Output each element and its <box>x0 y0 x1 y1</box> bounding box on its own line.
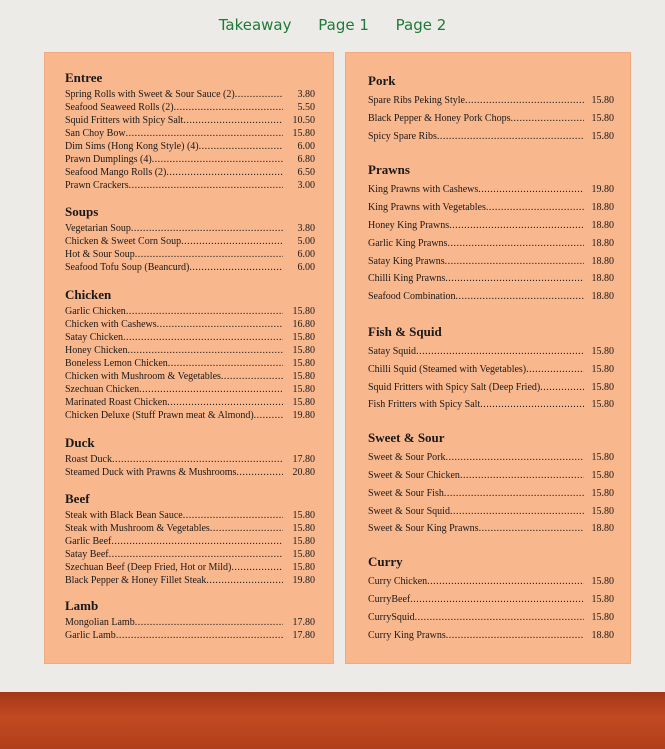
menu-item-price: 16.80 <box>292 319 315 330</box>
menu-item-name: Steamed Duck with Prawns & Mushrooms <box>65 467 237 478</box>
dot-leader <box>445 253 584 271</box>
menu-item-price: 19.80 <box>292 410 315 421</box>
menu-item-name: Honey King Prawns <box>368 219 450 231</box>
menu-item-name: Chilli Squid (Steamed with Vegetables) <box>368 363 527 375</box>
menu-item-name: Chicken with Mushroom & Vegetables <box>65 371 221 382</box>
menu-item-name: Honey Chicken <box>65 345 128 356</box>
menu-item <box>368 270 614 288</box>
menu-item <box>65 535 315 548</box>
menu-item-price: 18.80 <box>591 273 614 285</box>
menu-item-name: King Prawns with Vegetables <box>368 202 486 214</box>
menu-item-price: 15.80 <box>292 371 315 382</box>
dot-leader <box>447 235 584 253</box>
menu-section-pork <box>368 73 614 145</box>
menu-item <box>65 331 315 344</box>
menu-item <box>368 235 614 253</box>
dot-leader <box>511 110 585 128</box>
menu-item-price: 15.80 <box>292 128 315 139</box>
menu-item <box>65 344 315 357</box>
menu-item-price: 10.50 <box>292 115 315 126</box>
dot-leader <box>479 520 584 538</box>
dot-leader <box>109 548 283 561</box>
dot-leader <box>111 535 283 548</box>
menu-item <box>65 305 315 318</box>
menu-item-price: 15.80 <box>292 306 315 317</box>
menu-item-name: Seafood Seaweed Rolls (2) <box>65 102 174 113</box>
menu-item-name: Squid Fritters with Spicy Salt (Deep Fried) <box>368 381 541 393</box>
dot-leader <box>183 509 283 522</box>
menu-item <box>368 609 614 627</box>
menu-item <box>65 548 315 561</box>
menu-item-price: 15.80 <box>292 510 315 521</box>
menu-item <box>65 248 315 261</box>
menu-item <box>65 629 315 642</box>
menu-item-name: Chicken & Sweet Corn Soup <box>65 236 182 247</box>
menu-item-price: 6.80 <box>297 154 315 165</box>
menu-item <box>65 153 315 166</box>
menu-item-price: 6.00 <box>297 249 315 260</box>
dot-leader <box>427 573 584 591</box>
section-heading: Entree <box>65 70 103 85</box>
section-heading: Fish & Squid <box>368 323 442 339</box>
dot-leader <box>210 522 283 535</box>
section-heading: Chicken <box>65 287 112 302</box>
menu-item-price: 18.80 <box>591 219 614 231</box>
dot-leader <box>478 181 584 199</box>
menu-item <box>65 561 315 574</box>
menu-section-soups <box>65 204 315 274</box>
menu-item-price: 15.80 <box>591 95 614 106</box>
menu-item-price: 5.00 <box>297 236 315 247</box>
menu-item <box>368 288 614 306</box>
menu-item-name: Szechuan Chicken <box>65 384 140 395</box>
dot-leader <box>126 305 283 318</box>
menu-item-name: Spring Rolls with Sweet & Sour Sauce (2) <box>65 89 235 100</box>
menu-item <box>368 181 614 199</box>
page-2-link[interactable]: Page 2 <box>395 16 447 34</box>
menu-item <box>65 127 315 140</box>
menu-item <box>368 361 614 379</box>
menu-item <box>65 616 315 629</box>
menu-item-price: 19.80 <box>292 575 315 586</box>
menu-item <box>65 370 315 383</box>
menu-item-name: Roast Duck <box>65 454 112 465</box>
dot-leader <box>166 166 283 179</box>
dot-leader <box>449 217 584 235</box>
menu-item-price: 18.80 <box>591 255 614 267</box>
menu-section-sweet-and-sour <box>368 430 614 538</box>
menu-item-name: Dim Sims (Hong Kong Style) (4) <box>65 141 199 152</box>
menu-item-name: Satay King Prawns <box>368 255 445 267</box>
menu-item-name: Curry Chicken <box>368 576 428 588</box>
dot-leader <box>168 357 283 370</box>
section-heading: Duck <box>65 435 95 450</box>
dot-leader <box>446 627 584 645</box>
takeaway-link[interactable]: Takeaway <box>218 16 292 34</box>
menu-item <box>368 199 614 217</box>
menu-item-price: 15.80 <box>591 363 614 375</box>
menu-item <box>65 409 315 422</box>
menu-item <box>368 449 614 467</box>
dot-leader <box>231 561 283 574</box>
menu-item-name: Chicken with Cashews <box>65 319 157 330</box>
menu-item-price: 18.80 <box>591 291 614 303</box>
dot-leader <box>254 409 283 422</box>
menu-section-chicken <box>65 287 315 422</box>
menu-item-price: 19.80 <box>591 184 614 196</box>
menu-item <box>368 217 614 235</box>
menu-item-price: 15.80 <box>591 452 614 464</box>
menu-item <box>65 235 315 248</box>
menu-item-name: San Choy Bow <box>65 128 126 139</box>
menu-item <box>368 485 614 503</box>
menu-item-price: 15.80 <box>591 130 614 142</box>
menu-item-price: 18.80 <box>591 523 614 535</box>
menu-panel-left <box>44 52 334 664</box>
menu-item-price: 15.80 <box>591 576 614 588</box>
dot-leader <box>456 288 585 306</box>
menu-item-name: Black Pepper & Honey Pork Chops <box>368 112 511 124</box>
menu-item <box>65 383 315 396</box>
menu-item-name: Sweet & Sour Squid <box>368 505 450 517</box>
dot-leader <box>540 379 584 397</box>
menu-item-name: Satay Squid <box>368 345 417 357</box>
page-1-link[interactable]: Page 1 <box>318 16 369 34</box>
menu-item-name: CurrySquid <box>368 611 415 623</box>
dot-leader <box>235 88 283 101</box>
dot-leader <box>444 485 584 503</box>
section-heading: Sweet & Sour <box>368 430 445 446</box>
menu-item <box>368 520 614 538</box>
menu-item-name: CurryBeef <box>368 593 411 605</box>
menu-item-price: 5.50 <box>297 102 315 113</box>
dot-leader <box>480 396 584 414</box>
dot-leader <box>128 344 284 357</box>
menu-item-name: Seafood Mango Rolls (2) <box>65 167 167 178</box>
dot-leader <box>135 616 283 629</box>
dot-leader <box>410 591 584 609</box>
menu-section-lamb <box>65 598 315 642</box>
dot-leader <box>445 270 584 288</box>
menu-item-price: 15.80 <box>292 536 315 547</box>
menu-section-duck <box>65 435 315 479</box>
menu-item <box>65 318 315 331</box>
dot-leader <box>236 466 283 479</box>
menu-item <box>65 466 315 479</box>
menu-item <box>65 179 315 192</box>
dot-leader <box>221 370 283 383</box>
menu-item-price: 20.80 <box>292 467 315 478</box>
dot-leader <box>526 361 584 379</box>
menu-item-price: 3.80 <box>297 89 315 100</box>
menu-item-price: 15.80 <box>591 593 614 605</box>
menu-section-beef <box>65 491 315 587</box>
dot-leader <box>460 467 584 485</box>
menu-item-price: 15.80 <box>292 549 315 560</box>
dot-leader <box>181 235 283 248</box>
menu-item-price: 17.80 <box>292 630 315 641</box>
dot-leader <box>199 140 283 153</box>
menu-item-price: 15.80 <box>292 358 315 369</box>
menu-item <box>368 503 614 521</box>
section-heading: Soups <box>65 204 99 219</box>
menu-item <box>65 101 315 114</box>
menu-item <box>65 574 315 587</box>
dot-leader <box>167 396 283 409</box>
menu-item-name: Prawn Crackers <box>65 180 129 191</box>
menu-item-price: 3.00 <box>297 180 315 191</box>
menu-item-name: Spicy Spare Ribs <box>368 130 437 142</box>
dot-leader <box>174 101 283 114</box>
menu-item-name: Satay Chicken <box>65 332 124 343</box>
section-heading: Curry <box>368 554 403 570</box>
menu-item-name: Marinated Roast Chicken <box>65 397 168 408</box>
menu-item-name: Squid Fritters with Spicy Salt <box>65 115 184 126</box>
menu-item <box>65 522 315 535</box>
menu-item-name: Chilli King Prawns <box>368 273 446 285</box>
menu-item-price: 15.80 <box>591 611 614 623</box>
menu-item <box>368 573 614 591</box>
section-heading: Pork <box>368 73 396 88</box>
dot-leader <box>415 609 584 627</box>
menu-item-price: 17.80 <box>292 617 315 628</box>
menu-item-price: 18.80 <box>591 629 614 641</box>
menu-item <box>368 467 614 485</box>
menu-section-curry <box>368 554 614 644</box>
menu-item-name: Steak with Mushroom & Vegetables <box>65 523 210 534</box>
menu-item-price: 15.80 <box>591 505 614 517</box>
menu-item-price: 15.80 <box>292 345 315 356</box>
menu-section-fish-and-squid <box>368 324 614 414</box>
menu-item <box>65 357 315 370</box>
menu-item-price: 15.80 <box>591 381 614 393</box>
menu-item-price: 15.80 <box>591 469 614 481</box>
menu-item-price: 15.80 <box>292 332 315 343</box>
menu-item-price: 15.80 <box>591 112 614 124</box>
menu-item <box>368 396 614 414</box>
section-heading: Lamb <box>65 598 99 613</box>
menu-item-name: Chicken Deluxe (Stuff Prawn meat & Almond) <box>65 410 254 421</box>
menu-item-price: 15.80 <box>292 523 315 534</box>
menu-item-name: Szechuan Beef (Deep Fried, Hot or Mild) <box>65 562 232 573</box>
menu-item <box>65 453 315 466</box>
menu-item-price: 17.80 <box>292 454 315 465</box>
menu-item <box>368 627 614 645</box>
menu-item-name: Fish Fritters with Spicy Salt <box>368 399 481 411</box>
dot-leader <box>450 503 584 521</box>
menu-item-name: Curry King Prawns <box>368 629 446 641</box>
menu-item-name: Sweet & Sour Fish <box>368 487 444 499</box>
menu-item <box>368 128 614 146</box>
menu-item-price: 15.80 <box>292 562 315 573</box>
dot-leader <box>123 331 283 344</box>
menu-item-name: Seafood Combination <box>368 291 456 303</box>
menu-item-name: Hot & Sour Soup <box>65 249 135 260</box>
dot-leader <box>112 453 283 466</box>
dot-leader <box>129 179 283 192</box>
menu-item <box>65 396 315 409</box>
dot-leader <box>465 92 584 110</box>
footer-band <box>0 692 665 749</box>
dot-leader <box>152 153 283 166</box>
menu-item <box>65 261 315 274</box>
menu-item <box>368 253 614 271</box>
menu-item <box>65 222 315 235</box>
menu-item-name: Garlic Chicken <box>65 306 126 317</box>
menu-item-name: Sweet & Sour Chicken <box>368 469 460 481</box>
menu-item <box>368 343 614 361</box>
menu-item-price: 15.80 <box>292 384 315 395</box>
menu-item-price: 15.80 <box>292 397 315 408</box>
menu-item-name: Spare Ribs Peking Style <box>368 95 465 106</box>
menu-section-entree <box>65 70 315 192</box>
menu-item <box>65 88 315 101</box>
menu-item-name: Steak with Black Bean Sauce <box>65 510 183 521</box>
menu-item-price: 15.80 <box>591 345 614 357</box>
menu-item-price: 3.80 <box>297 223 315 234</box>
menu-item-name: Mongolian Lamb <box>65 617 135 628</box>
menu-item-name: King Prawns with Cashews <box>368 184 479 196</box>
menu-item-price: 18.80 <box>591 202 614 214</box>
menu-item-price: 15.80 <box>591 399 614 411</box>
menu-panel-right <box>345 52 631 664</box>
dot-leader <box>437 128 584 146</box>
menu-item-name: Satay Beef <box>65 549 109 560</box>
menu-item <box>368 110 614 128</box>
menu-item <box>65 140 315 153</box>
menu-item <box>368 92 614 110</box>
menu-item-name: Boneless Lemon Chicken <box>65 358 168 369</box>
menu-item-name: Prawn Dumplings (4) <box>65 154 152 165</box>
menu-item <box>368 591 614 609</box>
dot-leader <box>139 383 283 396</box>
menu-item-price: 6.00 <box>297 262 315 273</box>
dot-leader <box>206 574 283 587</box>
dot-leader <box>183 114 283 127</box>
menu-item-name: Black Pepper & Honey Fillet Steak <box>65 575 207 586</box>
dot-leader <box>486 199 584 217</box>
dot-leader <box>131 222 283 235</box>
menu-item-price: 6.00 <box>297 141 315 152</box>
menu-item-name: Garlic King Prawns <box>368 237 448 249</box>
menu-item-name: Sweet & Sour King Prawns <box>368 523 479 535</box>
dot-leader <box>126 127 283 140</box>
section-heading: Beef <box>65 491 90 506</box>
dot-leader <box>189 261 283 274</box>
menu-item <box>65 166 315 179</box>
section-heading: Prawns <box>368 162 410 178</box>
menu-item-price: 18.80 <box>591 237 614 249</box>
dot-leader <box>416 343 584 361</box>
menu-item-name: Sweet & Sour Pork <box>368 452 446 464</box>
menu-item-name: Vegetarian Soup <box>65 223 131 234</box>
menu-item <box>65 114 315 127</box>
menu-item <box>65 509 315 522</box>
menu-item-name: Garlic Beef <box>65 536 112 547</box>
dot-leader <box>135 248 283 261</box>
dot-leader <box>446 449 585 467</box>
menu-item-price: 15.80 <box>591 487 614 499</box>
page-navigation <box>0 16 665 40</box>
dot-leader <box>116 629 283 642</box>
menu-item-price: 6.50 <box>297 167 315 178</box>
menu-item <box>368 379 614 397</box>
menu-section-prawns <box>368 162 614 306</box>
menu-item-name: Seafood Tofu Soup (Beancurd) <box>65 262 190 273</box>
menu-item-name: Garlic Lamb <box>65 630 116 641</box>
dot-leader <box>157 318 283 331</box>
